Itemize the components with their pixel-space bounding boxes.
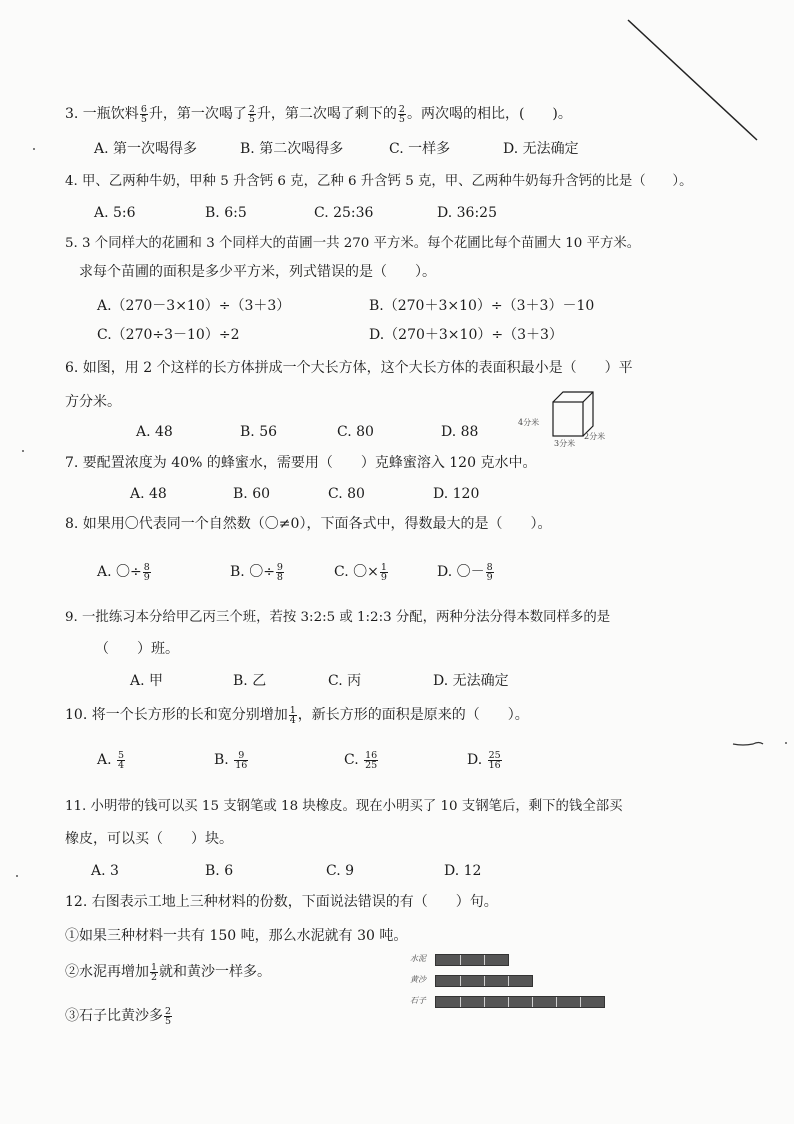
question-7-stem: 7. 要配置浓度为 40% 的蜂蜜水，需要用（ ）克蜂蜜溶入 120 克水中。 xyxy=(65,455,537,471)
option-a[interactable]: A. 5:6 xyxy=(94,205,136,221)
option-a[interactable]: A. 甲 xyxy=(130,673,164,689)
question-12-stem: 12. 右图表示工地上三种材料的份数，下面说法错误的有（ ）句。 xyxy=(65,894,498,910)
question-11-stem-cont: 橡皮，可以买（ ）块。 xyxy=(65,831,233,847)
bar-label: 石子 xyxy=(410,996,426,1005)
bar-row-cement xyxy=(405,952,615,966)
question-3-stem: 3. 一瓶饮料 $\frac{6}{5}$ 升，第一次喝了 $\frac{2}{5}$ 升，第二次喝了剩下的 $\frac{2}{5}$ 。两次喝的相比，( )。 xyxy=(65,103,572,125)
option-a[interactable]: A. 3 xyxy=(91,863,119,879)
scan-dot xyxy=(33,148,35,150)
option-a[interactable]: A. 〇÷ $\frac{8}{9}$ xyxy=(97,561,150,583)
option-d[interactable]: D. 88 xyxy=(441,424,479,440)
question-4-stem: 4. 甲、乙两种牛奶，甲种 5 升含钙 6 克，乙种 6 升含钙 5 克，甲、乙两种牛奶每升含钙的比是（ ）。 xyxy=(65,174,693,189)
option-c[interactable]: C. 9 xyxy=(326,863,355,879)
option-b[interactable]: B. 第二次喝得多 xyxy=(240,141,344,157)
bar-label: 黄沙 xyxy=(410,975,426,984)
option-a[interactable]: A.（270－3×10）÷（3＋3） xyxy=(97,298,291,314)
question-11-stem: 11. 小明带的钱可以买 15 支钢笔或 18 块橡皮。现在小明买了 10 支钢笔后，剩下的钱全部买 xyxy=(65,799,623,814)
option-d[interactable]: D.（270＋3×10）÷（3＋3） xyxy=(369,327,563,343)
option-b[interactable]: B. $\frac{9}{16}$ xyxy=(214,749,248,771)
bar-row-sand xyxy=(405,973,615,987)
fraction: $\frac{6}{5}$ xyxy=(140,103,147,125)
fraction: $\frac{2}{5}$ xyxy=(165,1005,172,1027)
option-c[interactable]: C. 一样多 xyxy=(389,141,451,157)
fraction: $\frac{16}{25}$ xyxy=(365,749,378,771)
dim-width-label: 3分米 xyxy=(554,439,576,448)
bar-segment-divider xyxy=(484,976,485,986)
option-b[interactable]: B. 60 xyxy=(233,486,271,502)
question-8-stem: 8. 如果用〇代表同一个自然数（〇≠0），下面各式中，得数最大的是（ ）。 xyxy=(65,516,552,532)
option-a[interactable]: A. 48 xyxy=(136,424,173,440)
fraction: $\frac{2}{5}$ xyxy=(398,103,405,125)
bar-segment-divider xyxy=(508,997,509,1007)
option-c[interactable]: C. 丙 xyxy=(328,673,362,689)
bar-stone xyxy=(435,996,605,1008)
scan-dot xyxy=(16,875,18,877)
option-a[interactable]: A. 第一次喝得多 xyxy=(94,141,198,157)
option-b[interactable]: B. 56 xyxy=(240,424,278,440)
option-b[interactable]: B. 6 xyxy=(205,863,234,879)
question-9-stem: 9. 一批练习本分给甲乙丙三个班，若按 3:2:5 或 1:2:3 分配，两种分法分得本数同样多的是 xyxy=(65,610,611,625)
option-d[interactable]: D. $\frac{25}{16}$ xyxy=(467,749,501,771)
option-d[interactable]: D. 无法确定 xyxy=(433,673,509,689)
bar-segment-divider xyxy=(556,997,557,1007)
bar-label: 水泥 xyxy=(410,954,426,963)
option-d[interactable]: D. 120 xyxy=(433,486,480,502)
materials-bar-diagram xyxy=(405,952,615,1012)
bar-sand xyxy=(435,975,533,987)
statement-1: ①如果三种材料一共有 150 吨，那么水泥就有 30 吨。 xyxy=(65,928,408,944)
bar-row-stone xyxy=(405,994,615,1008)
question-6-stem: 6. 如图，用 2 个这样的长方体拼成一个大长方体，这个大长方体的表面积最小是（ ）平 xyxy=(65,360,633,376)
fraction: $\frac{8}{9}$ xyxy=(486,561,493,583)
bar-cement xyxy=(435,954,509,966)
option-c[interactable]: C.（270÷3－10）÷2 xyxy=(97,327,240,343)
fraction: $\frac{1}{4}$ xyxy=(289,704,296,726)
option-a[interactable]: A. 48 xyxy=(130,486,167,502)
bar-segment-divider xyxy=(508,976,509,986)
option-d[interactable]: D. 12 xyxy=(444,863,482,879)
option-c[interactable]: C. $\frac{16}{25}$ xyxy=(344,749,378,771)
dim-depth-label: 2分米 xyxy=(584,432,606,441)
option-b[interactable]: B.（270＋3×10）÷（3＋3）－10 xyxy=(369,298,595,314)
bar-segment-divider xyxy=(580,997,581,1007)
bar-segment-divider xyxy=(460,955,461,965)
question-10-stem: 10. 将一个长方形的长和宽分别增加 $\frac{1}{4}$ ，新长方形的面积是原来的（ ）。 xyxy=(65,704,529,726)
dim-height-label: 4分米 xyxy=(518,418,540,427)
statement-3: ③石子比黄沙多 $\frac{2}{5}$ xyxy=(65,1005,172,1027)
option-c[interactable]: C. 〇× $\frac{1}{9}$ xyxy=(334,561,387,583)
option-d[interactable]: D. 〇－ $\frac{8}{9}$ xyxy=(437,561,493,583)
option-c[interactable]: C. 80 xyxy=(328,486,365,502)
fraction: $\frac{1}{2}$ xyxy=(151,961,158,983)
bar-segment-divider xyxy=(460,997,461,1007)
fraction: $\frac{9}{8}$ xyxy=(276,561,283,583)
option-b[interactable]: B. 乙 xyxy=(233,673,267,689)
option-a[interactable]: A. $\frac{5}{4}$ xyxy=(97,749,125,771)
question-5-stem: 5. 3 个同样大的花圃和 3 个同样大的苗圃一共 270 平方米。每个花圃比每个苗圃大 10 平方米。 xyxy=(65,236,641,251)
scan-dot xyxy=(785,742,787,744)
question-6-stem-cont: 方分米。 xyxy=(65,394,121,410)
question-5-stem-cont: 求每个苗圃的面积是多少平方米，列式错误的是（ ）。 xyxy=(79,264,436,280)
option-c[interactable]: C. 25:36 xyxy=(314,205,374,221)
fraction: $\frac{9}{16}$ xyxy=(235,749,248,771)
option-b[interactable]: B. 〇÷ $\frac{9}{8}$ xyxy=(230,561,283,583)
fraction: $\frac{5}{4}$ xyxy=(118,749,125,771)
fraction: $\frac{25}{16}$ xyxy=(488,749,501,771)
bar-segment-divider xyxy=(460,976,461,986)
statement-2: ②水泥再增加 $\frac{1}{2}$ 就和黄沙一样多。 xyxy=(65,961,272,983)
question-9-stem-cont: （ ）班。 xyxy=(95,641,179,657)
option-d[interactable]: D. 36:25 xyxy=(437,205,497,221)
bar-segment-divider xyxy=(484,955,485,965)
fraction: $\frac{2}{5}$ xyxy=(248,103,255,125)
option-c[interactable]: C. 80 xyxy=(337,424,374,440)
fraction: $\frac{8}{9}$ xyxy=(143,561,150,583)
scan-dot xyxy=(22,450,24,452)
bar-segment-divider xyxy=(532,997,533,1007)
option-d[interactable]: D. 无法确定 xyxy=(503,141,579,157)
fraction: $\frac{1}{9}$ xyxy=(380,561,387,583)
option-b[interactable]: B. 6:5 xyxy=(205,205,247,221)
bar-segment-divider xyxy=(484,997,485,1007)
